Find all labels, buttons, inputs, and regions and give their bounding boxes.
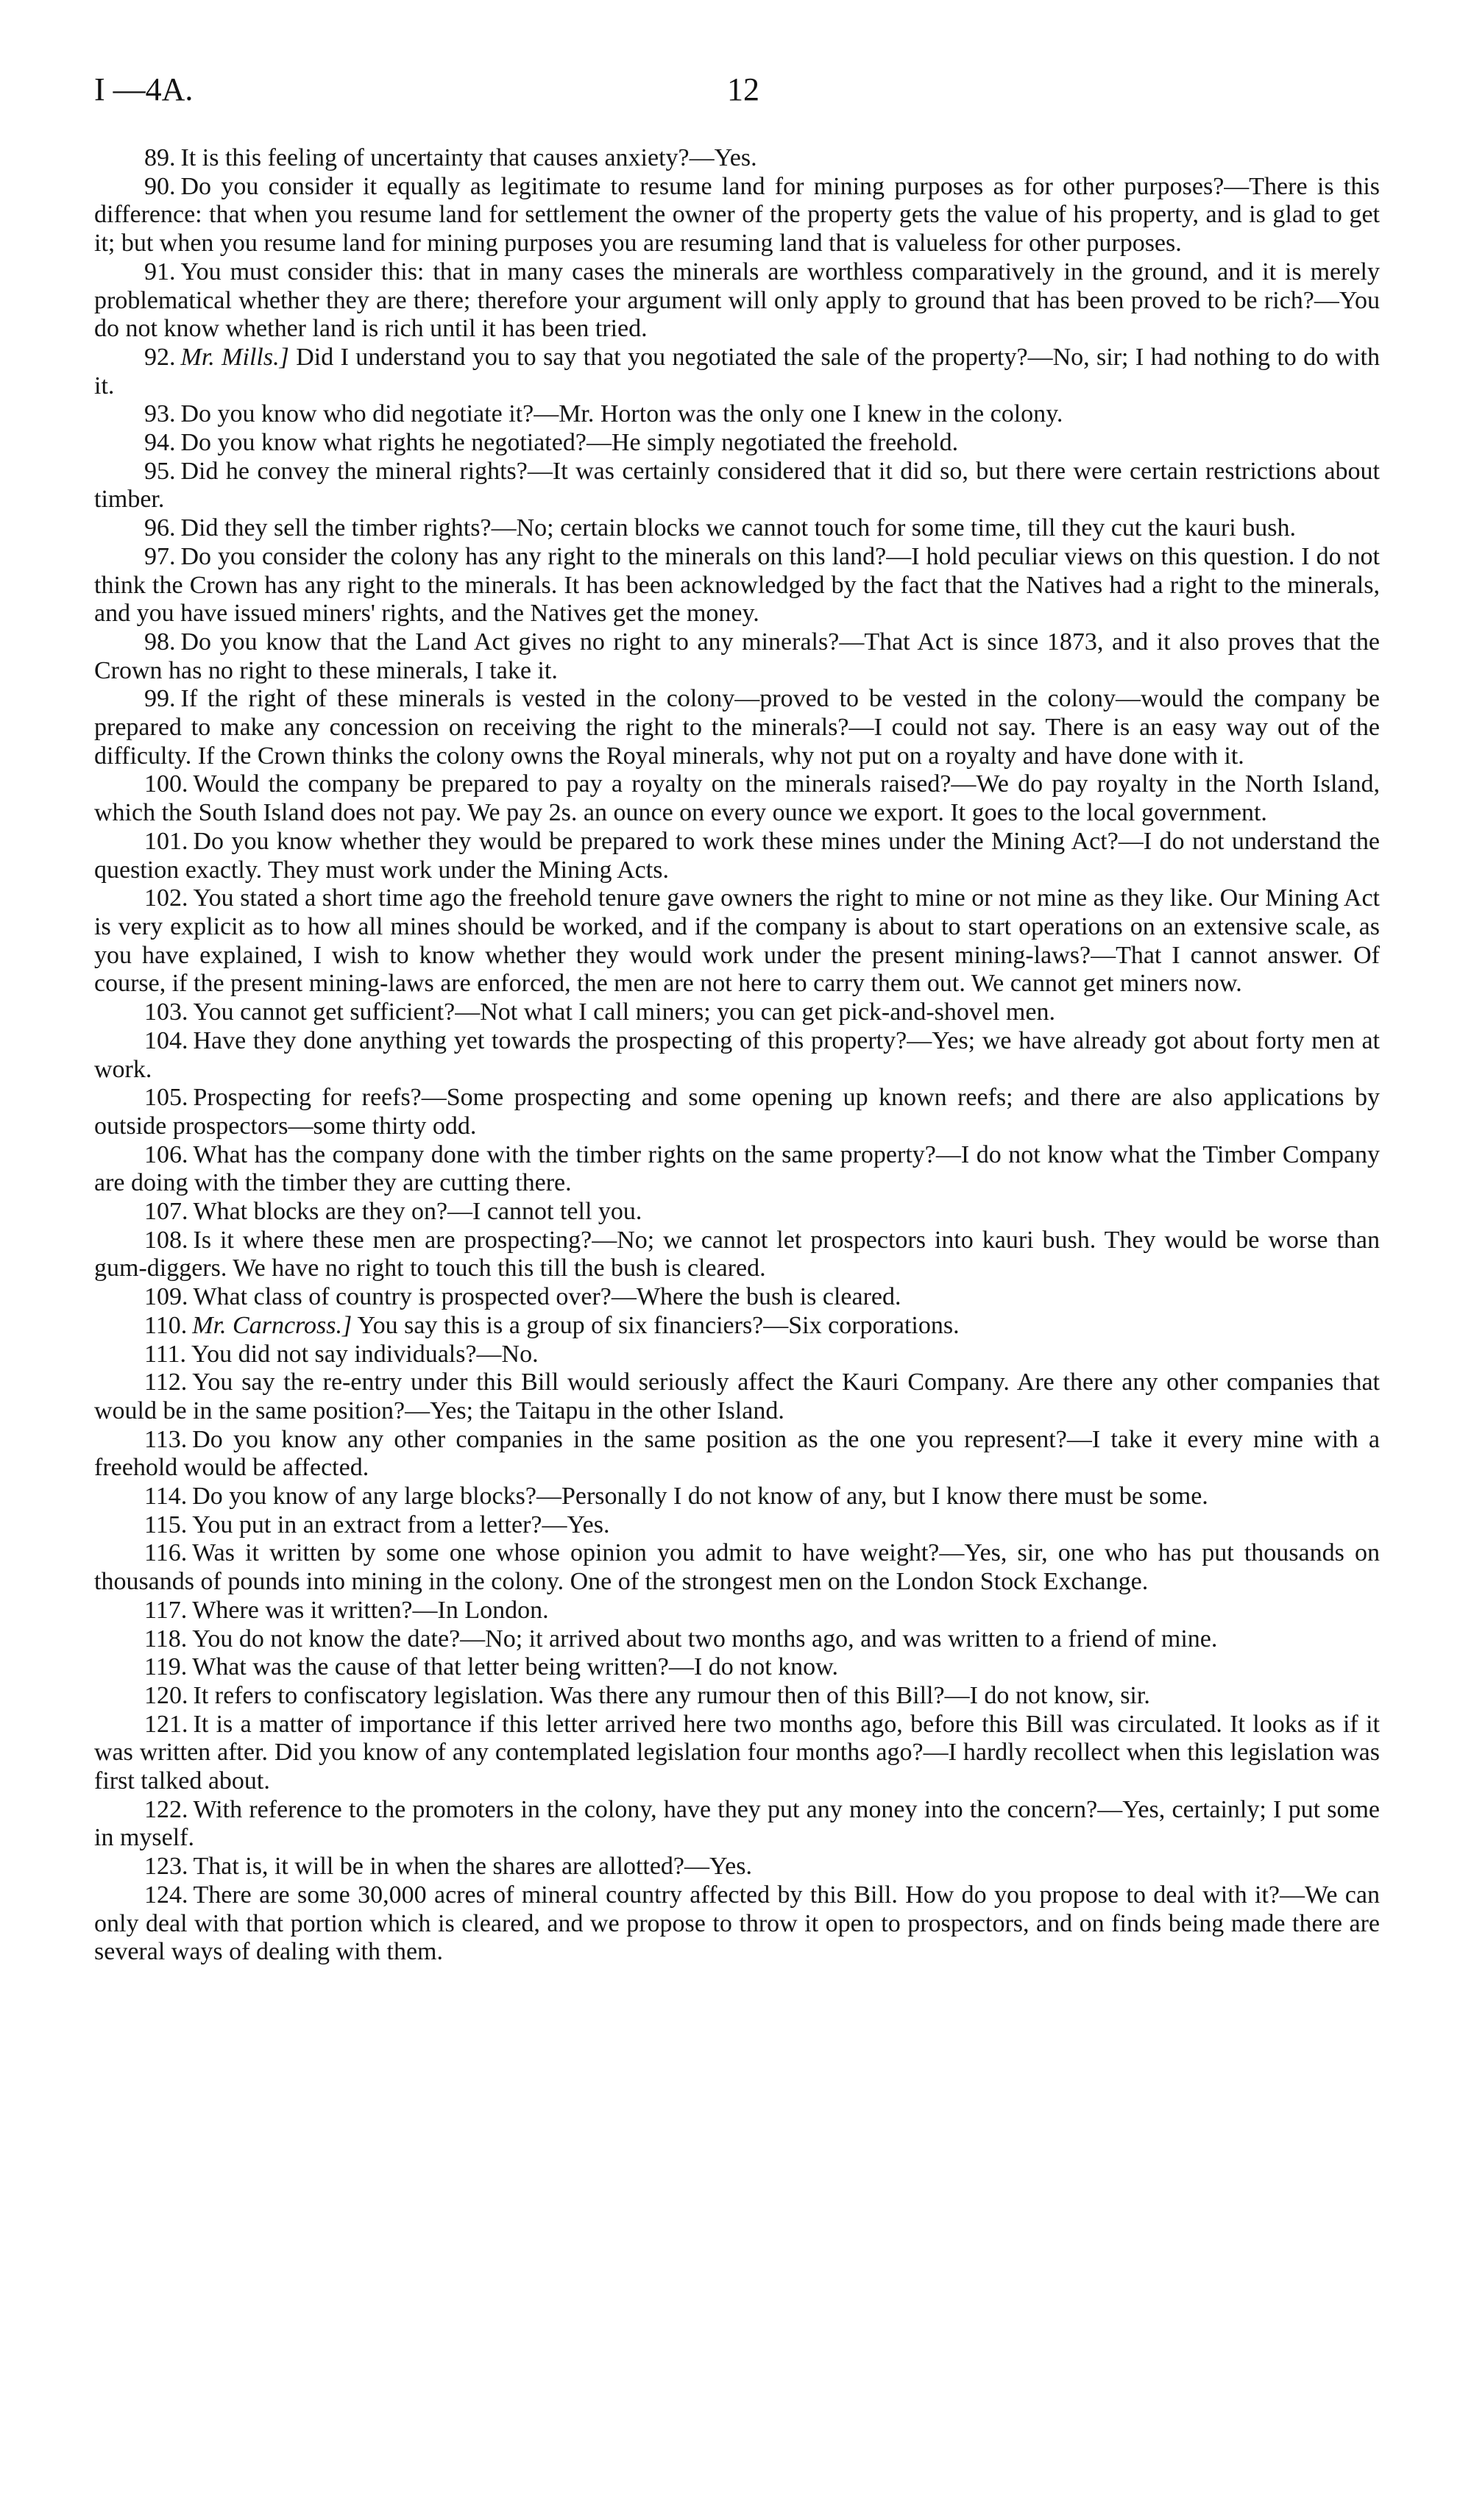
question-paragraph <box>94 1539 1380 1596</box>
question-text: That is, it will be in when the shares are allotted?—Yes. <box>193 1853 752 1881</box>
question-text: Do you know what rights he negotiated?—He simply negotiated the freehold. <box>180 429 959 457</box>
question-number: 104. <box>144 1026 188 1054</box>
question-number: 96. <box>144 514 176 542</box>
question-paragraph <box>94 1341 1380 1369</box>
question-paragraph <box>94 1141 1380 1198</box>
question-paragraph <box>94 1682 1380 1711</box>
question-text: You say the re-entry under this Bill would seriously affect the Kauri Company. Are there any other companies that would be in the same position?—Yes; the Taitapu in the other Island. <box>94 1369 1380 1424</box>
speaker-name: Mr. Mills.] <box>180 343 289 371</box>
question-paragraph <box>94 685 1380 770</box>
question-number: 103. <box>144 998 188 1026</box>
question-number: 99. <box>144 685 176 713</box>
question-number: 90. <box>144 172 176 200</box>
question-text: Do you know that the Land Act gives no right to any minerals?—That Act is since 1873, and it also proves that the Crown has no right to these minerals, I take it. <box>94 628 1380 684</box>
question-text: Do you consider the colony has any right to the minerals on this land?—I hold peculiar views on this question. I do not think the Crown has any right to the minerals. It has been acknowledged by the fact that the Natives had a right to the minerals, and you have issued miners' rights, and the Natives get the money. <box>94 542 1380 628</box>
question-text: There are some 30,000 acres of mineral country affected by this Bill. How do you propose to deal with it?—We can only deal with that portion which is cleared, and we propose to throw it open to prospectors, and on finds being made there are several ways of dealing with them. <box>94 1881 1380 1966</box>
question-text: Prospecting for reefs?—Some prospecting and some opening up known reefs; and there are also applications by outside prospectors—some thirty odd. <box>94 1084 1380 1140</box>
question-number: 102. <box>144 884 188 912</box>
question-number: 108. <box>144 1226 188 1254</box>
question-number: 109. <box>144 1283 188 1311</box>
question-paragraph <box>94 514 1380 543</box>
question-text: You cannot get sufficient?—Not what I call miners; you can get pick-and-shovel men. <box>193 998 1055 1026</box>
question-text: It refers to confiscatory legislation. Was there any rumour then of this Bill?—I do not know, sir. <box>193 1681 1150 1709</box>
question-number: 100. <box>144 770 188 798</box>
question-paragraph <box>94 1084 1380 1140</box>
question-text: Would the company be prepared to pay a royalty on the minerals raised?—We do pay royalty in the North Island, which the South Island does not pay. We pay 2s. an ounce on every ounce we export. It goes to the local government. <box>94 770 1380 827</box>
question-number: 114. <box>144 1483 188 1511</box>
question-paragraph <box>94 998 1380 1027</box>
question-text: What has the company done with the timber rights on the same property?—I do not know what the Timber Company are doing with the timber they are cutting there. <box>94 1140 1380 1197</box>
question-number: 119. <box>144 1653 188 1681</box>
question-number: 94. <box>144 429 176 457</box>
question-paragraph <box>94 1426 1380 1483</box>
question-paragraph <box>94 543 1380 628</box>
question-text: Have they done anything yet towards the prospecting of this property?—Yes; we have already got about forty men at work. <box>94 1026 1380 1083</box>
question-number: 105. <box>144 1084 188 1112</box>
question-paragraph <box>94 1312 1380 1341</box>
minutes-body <box>94 144 1380 1967</box>
question-paragraph <box>94 1369 1380 1425</box>
question-paragraph <box>94 770 1380 827</box>
question-paragraph <box>94 828 1380 884</box>
question-paragraph <box>94 1881 1380 1967</box>
question-text: You do not know the date?—No; it arrived about two months ago, and was written to a friend of mine. <box>192 1625 1218 1653</box>
question-text: You say this is a group of six financiers?—Six corporations. <box>357 1311 960 1339</box>
question-paragraph <box>94 1227 1380 1283</box>
question-number: 115. <box>144 1511 188 1538</box>
question-number: 97. <box>144 542 176 570</box>
question-text: You stated a short time ago the freehold tenure gave owners the right to mine or not mine as they like. Our Mining Act is very explicit as to how all mines should be worked, and if the company is about to start operations on an extensive scale, as you have explained, I wish to know whether they would work under the present mining-laws?—That I cannot answer. Of course, if the present mining-laws are enforced, the men are not here to carry them out. We cannot get miners now. <box>94 884 1380 998</box>
question-text: Do you know any other companies in the same position as the one you represent?—I take it every mine with a freehold would be affected. <box>94 1425 1380 1482</box>
question-number: 120. <box>144 1681 188 1709</box>
question-text: Did he convey the mineral rights?—It was certainly considered that it did so, but there were certain restrictions about timber. <box>94 457 1380 514</box>
question-number: 92. <box>144 343 176 371</box>
question-text: What was the cause of that letter being written?—I do not know. <box>192 1653 838 1681</box>
question-number: 110. <box>144 1311 188 1339</box>
question-text: You must consider this: that in many cases the minerals are worthless comparatively in the ground, and it is merely problematical whether they are there; therefore your argument will only apply to ground that has been proved to be rich?—You do not know whether land is rich until it has been tried. <box>94 258 1380 343</box>
question-number: 93. <box>144 400 176 428</box>
question-number: 112. <box>144 1369 188 1396</box>
question-number: 91. <box>144 258 176 285</box>
question-paragraph <box>94 1027 1380 1084</box>
question-number: 124. <box>144 1881 188 1909</box>
question-number: 101. <box>144 827 188 855</box>
question-number: 121. <box>144 1710 188 1738</box>
question-text: You put in an extract from a letter?—Yes. <box>192 1511 610 1538</box>
question-text: Was it written by some one whose opinion you admit to have weight?—Yes, sir, one who has put thousands on thousands of pounds into mining in the colony. One of the strongest men on the London Stock Exchange. <box>94 1539 1380 1596</box>
question-paragraph <box>94 429 1380 458</box>
question-number: 116. <box>144 1539 188 1567</box>
document-code: I —4A. <box>94 71 194 107</box>
question-paragraph <box>94 1853 1380 1881</box>
question-paragraph <box>94 144 1380 173</box>
question-number: 95. <box>144 457 176 485</box>
question-paragraph <box>94 258 1380 344</box>
question-text: With reference to the promoters in the colony, have they put any money into the concern?—Yes, certainly; I put some in myself. <box>94 1795 1380 1852</box>
question-number: 111. <box>144 1340 186 1368</box>
question-text: What class of country is prospected over?—Where the bush is cleared. <box>193 1283 901 1311</box>
question-number: 117. <box>144 1596 188 1624</box>
question-paragraph <box>94 1653 1380 1682</box>
question-text: You did not say individuals?—No. <box>191 1340 539 1368</box>
question-number: 118. <box>144 1625 188 1653</box>
question-text: What blocks are they on?—I cannot tell you. <box>193 1198 642 1226</box>
question-paragraph <box>94 1597 1380 1625</box>
question-text: Is it where these men are prospecting?—No; we cannot let prospectors into kauri bush. They would be worse than gum-diggers. We have no right to touch this till the bush is cleared. <box>94 1226 1380 1282</box>
question-text: Did I understand you to say that you negotiated the sale of the property?—No, sir; I had nothing to do with it. <box>94 343 1380 400</box>
question-number: 98. <box>144 628 176 656</box>
question-number: 89. <box>144 144 176 171</box>
question-paragraph <box>94 1283 1380 1312</box>
page-number: 12 <box>727 71 759 107</box>
question-paragraph <box>94 628 1380 685</box>
question-number: 107. <box>144 1198 188 1226</box>
question-paragraph <box>94 400 1380 429</box>
question-paragraph <box>94 344 1380 400</box>
question-text: It is this feeling of uncertainty that causes anxiety?—Yes. <box>180 144 757 171</box>
question-text: Do you know whether they would be prepared to work these mines under the Mining Act?—I do not understand the question exactly. They must work under the Mining Acts. <box>94 827 1380 884</box>
question-number: 113. <box>144 1425 188 1453</box>
question-text: Do you know of any large blocks?—Personally I do not know of any, but I know there must be some. <box>192 1483 1208 1511</box>
question-text: Do you know who did negotiate it?—Mr. Horton was the only one I knew in the colony. <box>180 400 1063 428</box>
question-paragraph <box>94 1625 1380 1654</box>
question-paragraph <box>94 1511 1380 1540</box>
question-paragraph <box>94 1198 1380 1227</box>
question-paragraph <box>94 1483 1380 1511</box>
question-paragraph <box>94 173 1380 258</box>
speaker-name: Mr. Carncross.] <box>192 1311 352 1339</box>
question-paragraph <box>94 458 1380 514</box>
question-paragraph <box>94 1796 1380 1853</box>
question-text: Where was it written?—In London. <box>192 1596 549 1624</box>
question-text: If the right of these minerals is vested in the colony—proved to be vested in the colony—would the company be prepared to make any concession on receiving the right to the minerals?—I could not say. There is an easy way out of the difficulty. If the Crown thinks the colony owns the Royal minerals, why not put on a royalty and have done with it. <box>94 685 1380 770</box>
question-paragraph <box>94 1711 1380 1796</box>
question-number: 122. <box>144 1795 188 1823</box>
question-text: It is a matter of importance if this letter arrived here two months ago, before this Bill was circulated. It looks as if it was written after. Did you know of any contemplated legislation four months ago?—I hardly recollect when this legislation was first talked about. <box>94 1710 1380 1795</box>
question-number: 106. <box>144 1140 188 1168</box>
question-number: 123. <box>144 1853 188 1881</box>
question-paragraph <box>94 884 1380 998</box>
question-text: Do you consider it equally as legitimate to resume land for mining purposes as for other purposes?—There is this difference: that when you resume land for settlement the owner of the property gets the value of his property, and is glad to get it; but when you resume land for mining purposes you are resuming land that is valueless for other purposes. <box>94 172 1380 258</box>
question-text: Did they sell the timber rights?—No; certain blocks we cannot touch for some time, till they cut the kauri bush. <box>180 514 1296 542</box>
